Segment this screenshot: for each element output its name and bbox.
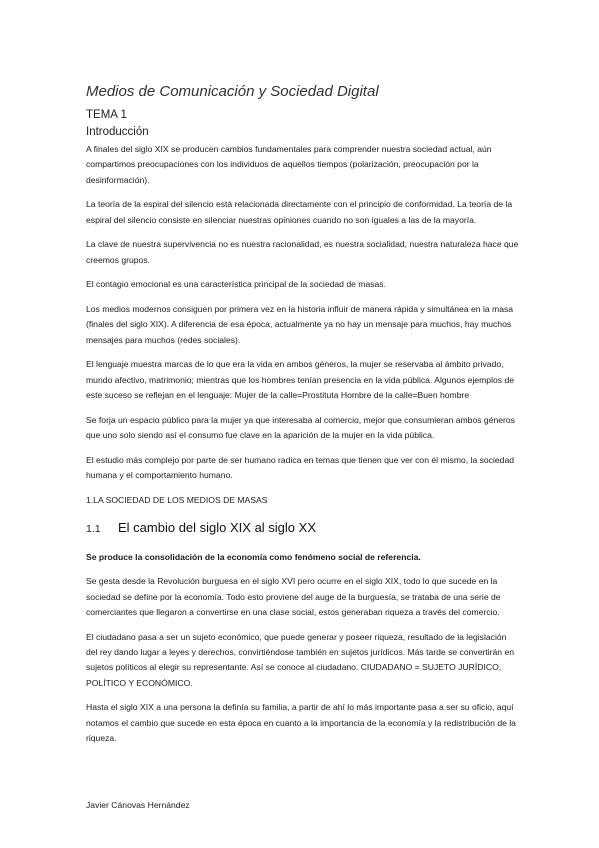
- paragraph: A finales del siglo XIX se producen cambios fundamentales para comprender nuestra sociedad actual, aún compartimos preocupaciones con los individuos de aquellos tiempos (polarización, preocupación por la desinformación).: [86, 144, 492, 185]
- bold-statement: Se produce la consolidación de la economía como fenómeno social de referencia.: [86, 551, 421, 562]
- document-body: [86, 142, 520, 756]
- paragraph: El contagio emocional es una característica principal de la sociedad de masas.: [86, 279, 386, 290]
- paragraph: El estudio más complejo por parte de ser humano radica en temas que tienen que ver con él mismo, la sociedad humana y el comportamiento humano.: [86, 454, 515, 481]
- footer-author: Javier Cánovas Hernández: [86, 800, 190, 810]
- paragraph: La clave de nuestra supervivencia no es nuestra racionalidad, es nuestra socialidad, nuestra naturaleza hace que creemos grupos.: [86, 239, 519, 265]
- paragraph: El ciudadano pasa a ser un sujeto económico, que puede generar y poseer riqueza, resultado de la legislación del rey dando lugar a leyes y derechos, convirtiéndose también en sujetos jurídicos. Más tarde se convertirán en sujetos políticos al elegir su representante. Así se conoce al ciudadano. CIUDADANO = SUJETO JURÍDICO, POLÍTICO Y ECONÓMICO.: [86, 631, 515, 688]
- paragraph: Se forja un espacio público para la mujer ya que interesaba al comercio, mejor que consumieran ambos géneros que uno solo siendo así el consumo fue clave en la aparición de la mujer en la vida pública.: [86, 414, 515, 441]
- subsection-title: El cambio del siglo XIX al siglo XX: [118, 520, 316, 536]
- section-heading: 1.LA SOCIEDAD DE LOS MEDIOS DE MASAS: [86, 494, 268, 505]
- paragraph: Los medios modernos consiguen por primera vez en la historia influir de manera rápida y simultánea en la masa (finales del siglo XIX). A diferencia de esa época, actualmente ya no hay un mensaje para muchos, hay muchos mensajes para muchos (redes sociales).: [86, 304, 514, 345]
- paragraph: Se gesta desde la Revolución burguesa en el siglo XVI pero ocurre en el siglo XIX, todo lo que sucede en la sociedad se define por la economía. Todo esto proviene del auge de la burguesía, se trataba de una serie de comerciantes que llegaron a convertirse en una clase social, estos generaban riqueza a través del comercio.: [86, 576, 501, 618]
- paragraph: El lenguaje muestra marcas de lo que era la vida en ambos géneros, la mujer se reservaba al ámbito privado, mundo afectivo, matrimonio; mientras que los hombres tenían presencia en la vida pública. Algunos ejemplos de este suceso se reflejan en el lenguaje: Mujer de la calle=Prostituta Hombre de la calle=Buen hombre: [86, 359, 515, 401]
- paragraph: La teoría de la espiral del silencio está relacionada directamente con el principio de conformidad. La teoría de la espiral del silencio consiste en silenciar nuestras opiniones cuando no son iguales a las de la mayoría.: [86, 199, 513, 225]
- paragraph: Hasta el siglo XIX a una persona la definía su familia, a partir de ahí lo más importante pasa a ser su oficio, aquí notamos el cambio que sucede en esta época en cuanto a la importancia de la economía y la redistribución de la riqueza.: [86, 702, 516, 744]
- subsection-heading: [86, 520, 520, 537]
- intro-heading: Introducción: [86, 126, 149, 138]
- tema-label: TEMA 1: [86, 109, 127, 121]
- subsection-number: 1.1: [86, 523, 101, 536]
- document-title: Medios de Comunicación y Sociedad Digital: [86, 83, 379, 100]
